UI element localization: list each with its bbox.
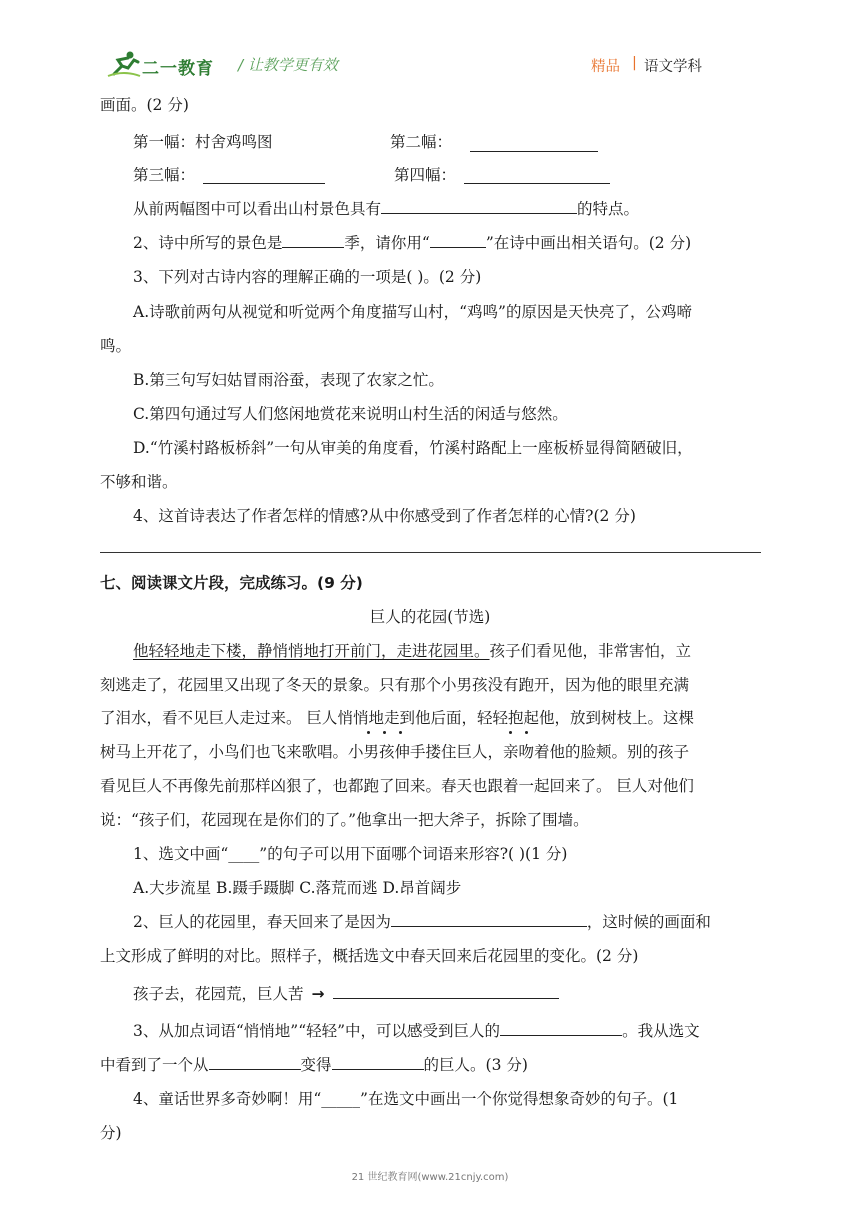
picture-4-blank[interactable] [464, 182, 610, 184]
question-4: 4、这首诗表达了作者怎样的情感?从中你感受到了作者怎样的心情?(2 分) [133, 507, 636, 525]
line-picture-end: 画面。(2 分) [100, 96, 189, 114]
emphasis-dot [367, 731, 370, 734]
passage-line-3 [100, 708, 694, 728]
question-3: 3、下列对古诗内容的理解正确的一项是( )。(2 分) [133, 268, 482, 286]
example-chain [133, 984, 559, 1004]
sq2-text-a: 2、巨人的花园里，春天回来了是因为 [133, 913, 391, 931]
feeling-blank[interactable] [500, 1021, 622, 1036]
passage-line-5: 看见巨人不再像先前那样凶狠了，也都跑了回来。春天也跟着一起回来了。 巨人对他们 [100, 777, 694, 795]
emphasis-dot [383, 731, 386, 734]
emphasis-dot [509, 731, 512, 734]
emphasis-dot [525, 731, 528, 734]
runner-icon [106, 50, 142, 80]
dotted-word-gently: 轻轻 [476, 709, 508, 727]
passage-line-6: 说：“孩子们，花园现在是你们的了。”他拿出一把大斧子，拆除了围墙。 [100, 811, 589, 829]
passage-line-3-b: 走到他后面， [383, 709, 477, 727]
underline-mark [430, 233, 486, 248]
sq2-text-b: ，这时候的画面和 [586, 913, 711, 931]
sq3-text-e: 的巨人。(3 分) [423, 1056, 528, 1074]
brand-logo [106, 50, 224, 80]
option-d-line2: 不够和谐。 [100, 473, 178, 491]
q2-text-c: ”在诗中画出相关语句。(2 分) [485, 234, 692, 252]
dotted-word-quietly: 悄悄地 [337, 709, 384, 727]
arrow-icon: → [311, 985, 325, 1003]
passage-line-2: 刻逃走了，花园里又出现了冬天的景象。只有那个小男孩没有跑开，因为他的眼里充满 [100, 676, 690, 694]
feature-question-text: 从前两幅图中可以看出山村景色具有 [133, 200, 382, 218]
header-separator: | [632, 55, 637, 71]
picture-2-blank[interactable] [470, 150, 598, 152]
underlined-sentence: 他轻轻地走下楼，静悄悄地打开前门，走进花园里。 [133, 642, 490, 660]
picture-1-label: 第一幅：村舍鸡鸣图 [133, 133, 273, 151]
section-divider [100, 552, 761, 553]
option-d-line1: D.“竹溪村路板桥斜”一句从审美的角度看，竹溪村路配上一座板桥显得简陋破旧， [133, 439, 693, 457]
passage-line-3-a: 了泪水，看不见巨人走过来。 巨人 [100, 709, 338, 727]
to-blank[interactable] [332, 1055, 424, 1070]
passage-line-1 [133, 641, 691, 661]
sq3-text-b: 。我从选文 [622, 1022, 700, 1040]
option-a-line1: A.诗歌前两句从视觉和听觉两个角度描写山村，“鸡鸣”的原因是天快亮了，公鸡啼 [133, 303, 692, 321]
section-7-heading: 七、阅读课文片段，完成练习。(9 分) [100, 574, 363, 592]
option-c: C.第四句通过写人们悠闲地赏花来说明山村生活的闲适与悠然。 [133, 405, 568, 423]
change-blank[interactable] [333, 984, 559, 999]
example-text: 孩子去，花园荒，巨人苦 [133, 985, 304, 1003]
sub-question-1-options: A.大步流星 B.蹑手蹑脚 C.落荒而逃 D.昂首阔步 [133, 879, 462, 897]
question-2 [133, 233, 691, 253]
feature-blank[interactable] [381, 199, 577, 214]
sq3-text-c: 中看到了一个从 [100, 1056, 209, 1074]
feature-question [133, 199, 639, 219]
picture-3-label: 第三幅： [133, 166, 196, 184]
picture-2-label: 第二幅： [390, 133, 453, 151]
q2-text-b: 季，请你用“ [344, 234, 430, 252]
from-blank[interactable] [209, 1055, 301, 1070]
sq3-text-a: 3、从加点词语“悄悄地”“轻轻”中，可以感受到巨人的 [133, 1022, 501, 1040]
sub-question-2-line2: 上文形成了鲜明的对比。照样子，概括选文中春天回来后花园里的变化。(2 分) [100, 947, 639, 965]
reason-blank[interactable] [391, 912, 587, 927]
premium-label: 精品 [591, 59, 620, 75]
sub-question-3 [133, 1021, 700, 1041]
emphasis-dot [399, 731, 402, 734]
q2-text-a: 2、诗中所写的景色是 [133, 234, 283, 252]
sub-question-2 [133, 912, 711, 932]
picture-4-label: 第四幅： [394, 166, 457, 184]
sub-question-1: 1、选文中画“____”的句子可以用下面哪个词语来形容?( )(1 分) [133, 845, 568, 863]
slogan: / 让教学更有效 [238, 56, 338, 74]
passage-title: 巨人的花园(节选) [369, 608, 491, 626]
season-blank[interactable] [282, 233, 344, 248]
feature-question-end: 的特点。 [577, 200, 640, 218]
passage-line-4: 树马上开花了，小鸟们也飞来歌唱。小男孩伸手搂住巨人，亲吻着他的脸颊。别的孩子 [100, 743, 690, 761]
option-a-line2: 鸣。 [100, 337, 132, 355]
sub-question-4: 4、童话世界多奇妙啊！用“_____”在选文中画出一个你觉得想象奇妙的句子。(1 [133, 1090, 679, 1108]
picture-3-blank[interactable] [203, 182, 325, 184]
logo-text: 二一教育 [142, 59, 214, 79]
page-footer: 21 世纪教育网(www.21cnjy.com) [351, 1172, 509, 1183]
subject-label: 语文学科 [644, 59, 702, 75]
sub-question-4-line2: 分) [100, 1124, 122, 1142]
sub-question-3-line2 [100, 1055, 528, 1075]
option-b: B.第三句写妇姑冒雨浴蚕，表现了农家之忙。 [133, 371, 444, 389]
sq3-text-d: 变得 [300, 1056, 332, 1074]
passage-line-3-c: 抱起他，放到树枝上。这棵 [507, 709, 694, 727]
passage-line-1-rest: 孩子们看见他，非常害怕，立 [489, 642, 692, 660]
